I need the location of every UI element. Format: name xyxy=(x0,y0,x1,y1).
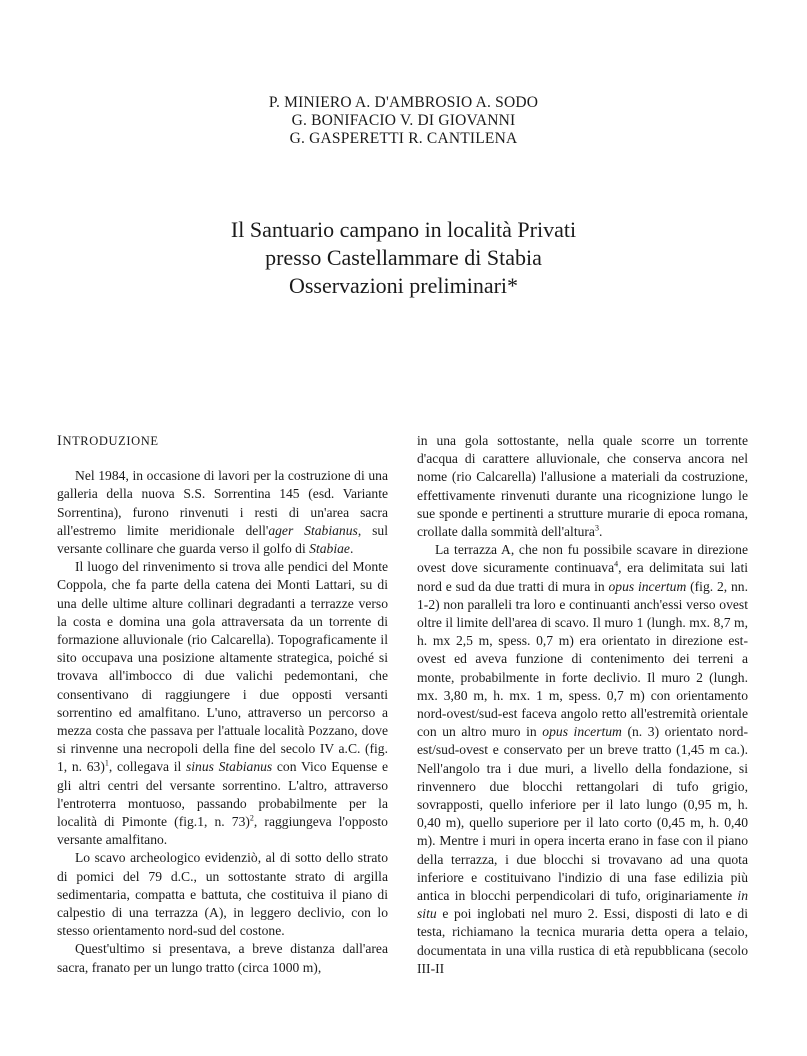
footnote-ref: 2 xyxy=(249,813,254,823)
text-run: . xyxy=(349,541,354,557)
left-column xyxy=(57,432,388,977)
title-line-3: Osservazioni preliminari* xyxy=(288,273,519,298)
text-run: in una gola sottostante, nella quale scorre un torrente d'acqua di carattere alluvionale, che conserva ancora nel nome (rio Calcarella) l'allusione a materiali da costruzione, effettivamente rinvenuti durante una ricognizione lungo le sue sponde e pertinenti a strutture murarie di epoca romana, crollate dalla sommità dell'altura xyxy=(417,433,748,540)
author-line-3: G. GASPERETTI R. CANTILENA xyxy=(289,130,518,147)
italic-term: ager Stabianus xyxy=(268,522,358,538)
paragraph: Quest'ultimo si presentava, a breve distanza dall'area sacra, franato per un lungo tratto (circa 1000 m), xyxy=(57,941,388,975)
footnote-ref: 1 xyxy=(104,758,109,768)
text-run: , era delimitata sui lati nord e sud da due tratti di mura in xyxy=(417,560,748,594)
author-line-2: G. BONIFACIO V. DI GIOVANNI xyxy=(291,112,516,129)
author-line-1: P. MINIERO A. D'AMBROSIO A. SODO xyxy=(268,94,539,111)
text-run: , sul versante collinare che guarda verso il golfo di xyxy=(57,522,389,557)
italic-term: Stabiae xyxy=(309,541,350,557)
italic-term: in situ xyxy=(417,888,748,922)
right-column xyxy=(417,432,748,978)
text-run: , raggiungeva l'opposto versante amalfitano. xyxy=(57,814,388,848)
author-list xyxy=(0,94,807,148)
paragraph xyxy=(57,558,388,849)
italic-term: opus incertum xyxy=(542,724,622,740)
footnote-ref: 3 xyxy=(594,523,599,533)
text-run: con Vico Equense e gli altri centri del versante sorrentino. L'altro, attraverso l'entroterra montuoso, passando probabilmente per la località di Pimonte (fig.1, n. 73) xyxy=(57,759,389,830)
text-run: (fig. 2, nn. 1-2) non paralleli tra loro e continuanti anch'essi verso ovest oltre il limite dell'area di scavo. Il muro 1 (lungh. mx. 8,7 m, h. mx 2,5 m, spess. 0,7 m) era orientato in direzione est-ovest ed aveva funzione di contenimento dei terreni a monte, probabilmente in forte declivio. Il muro 2 (lungh. mx. 3,80 m, h. mx. 1 m, spess. 0,7 m) con orientamento nord-ovest/sud-est faceva angolo retto all'estremità orientale con un altro muro in xyxy=(417,578,748,740)
text-run: La terrazza A, che non fu possibile scavare in direzione ovest dove sicuramente continuava xyxy=(417,542,748,576)
title-line-2: presso Castellammare di Stabia xyxy=(265,245,542,270)
text-run: (n. 3) orientato nord-est/sud-ovest e conservato per un breve tratto (1,45 m ca.). Nell'angolo tra i due muri, a livello della fondazione, si rinvennero due blocchi rettangolari di tufo grigio, sovrapposti, quello inferiore per il lato lungo (0,95 m, h. 0,40 m), quello superiore per il lato corto (0,45 m, h. 0,40 m). Mentre i muri in opera incerta erano in fase con il piano della terrazza, i due blocchi si trovavano ad una quota inferiore e costituivano l'indizio di una fase edilizia più antica in blocchi perpendicolari di tufo, originariamente xyxy=(417,724,749,904)
section-heading-rest: NTRODUZIONE xyxy=(62,434,159,448)
article-title xyxy=(0,216,807,300)
paragraph xyxy=(417,432,748,541)
italic-term: opus incertum xyxy=(608,578,687,594)
text-run: Nel 1984, in occasione di lavori per la costruzione di una galleria della nuova S.S. Sorrentina 145 (esd. Variante Sorrentina), furono rinvenuti i resti di un'area sacra all'estremo limite meridionale dell' xyxy=(57,468,388,538)
footnote-ref: 4 xyxy=(614,559,619,569)
text-run: e poi inglobati nel muro 2. Essi, disposti di lato e di testa, richiamano la tecnica muraria detta opera a telaio, documentata in una villa rustica di età repubblicana (secolo III-II xyxy=(417,906,748,976)
italic-term: sinus Stabianus xyxy=(185,759,273,775)
text-run: , collegava il xyxy=(108,759,186,775)
title-line-1: Il Santuario campano in località Privati xyxy=(230,217,577,242)
text-run: Il luogo del rinvenimento si trova alle pendici del Monte Coppola, che fa parte della catena dei Monti Lattari, su di una delle ultime alture collinari degradanti a terrazze verso la costa e domina una gola attraversata da un torrente di formazione alluvionale (rio Calcarella). Topograficamente il sito occupava una posizione altamente strategica, poiché si trovava all'imbocco di due valichi pedemontani, che consentivano di raggiungere i due opposti versanti sorrentino ed amalfitano. L'uno, attraverso un percorso a mezza costa che passava per l'attuale località Pozzano, dove si rinvenne una necropoli della fine del secolo IV a.C. (fig. 1, n. 63) xyxy=(57,559,388,775)
paragraph xyxy=(417,541,748,978)
section-heading xyxy=(57,432,388,450)
paragraph: Lo scavo archeologico evidenziò, al di sotto dello strato di pomici del 79 d.C., un sottostante strato di argilla sedimentaria, compatta e battuta, che costituiva il piano di calpestio di una terrazza (A), in leggero declivio, con lo stesso orientamento nord-sud del costone. xyxy=(57,850,388,939)
text-run: . xyxy=(598,524,603,540)
paragraph xyxy=(57,467,388,558)
section-heading-initial: I xyxy=(57,433,63,449)
